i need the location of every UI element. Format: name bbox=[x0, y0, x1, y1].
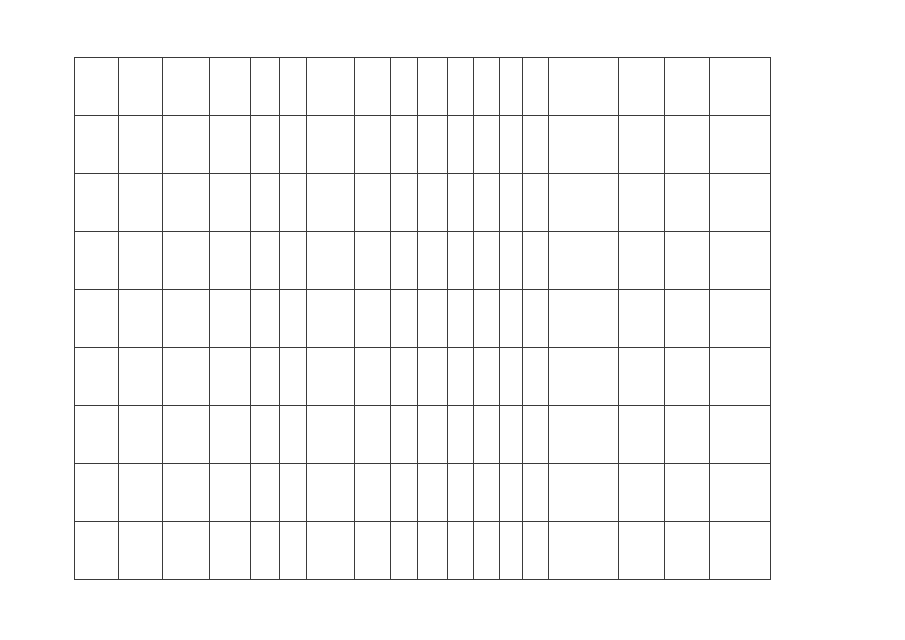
table-cell bbox=[710, 406, 771, 464]
table-cell bbox=[665, 406, 710, 464]
table-cell bbox=[418, 174, 448, 232]
table-cell bbox=[251, 232, 280, 290]
table-cell bbox=[391, 522, 418, 580]
table-cell bbox=[119, 290, 163, 348]
table-cell bbox=[523, 464, 549, 522]
table-cell bbox=[710, 290, 771, 348]
table-cell bbox=[75, 232, 119, 290]
table-cell bbox=[448, 348, 474, 406]
table-cell bbox=[307, 406, 355, 464]
table-row bbox=[75, 348, 771, 406]
table-cell bbox=[280, 116, 307, 174]
table-cell bbox=[710, 58, 771, 116]
table-cell bbox=[474, 58, 500, 116]
table-cell bbox=[119, 464, 163, 522]
table-cell bbox=[280, 58, 307, 116]
table-cell bbox=[355, 232, 391, 290]
table-cell bbox=[474, 464, 500, 522]
table-cell bbox=[391, 290, 418, 348]
table-cell bbox=[418, 348, 448, 406]
table-cell bbox=[549, 406, 619, 464]
table-cell bbox=[710, 174, 771, 232]
table-cell bbox=[619, 116, 665, 174]
table-cell bbox=[665, 348, 710, 406]
table-cell bbox=[418, 232, 448, 290]
table-cell bbox=[500, 522, 523, 580]
table-cell bbox=[549, 174, 619, 232]
table-cell bbox=[474, 290, 500, 348]
table-cell bbox=[523, 522, 549, 580]
table-cell bbox=[251, 116, 280, 174]
table-cell bbox=[500, 58, 523, 116]
table-cell bbox=[210, 406, 251, 464]
table-cell bbox=[75, 58, 119, 116]
table-cell bbox=[448, 232, 474, 290]
table-cell bbox=[418, 116, 448, 174]
table-cell bbox=[418, 290, 448, 348]
table-cell bbox=[549, 348, 619, 406]
table-cell bbox=[280, 464, 307, 522]
table-cell bbox=[665, 464, 710, 522]
table-cell bbox=[119, 116, 163, 174]
table-cell bbox=[710, 464, 771, 522]
table-cell bbox=[163, 174, 210, 232]
table-cell bbox=[549, 522, 619, 580]
table-cell bbox=[619, 232, 665, 290]
table-cell bbox=[665, 174, 710, 232]
table-cell bbox=[163, 464, 210, 522]
table-cell bbox=[75, 290, 119, 348]
table-cell bbox=[119, 522, 163, 580]
table-cell bbox=[163, 232, 210, 290]
table-cell bbox=[391, 174, 418, 232]
table-cell bbox=[307, 116, 355, 174]
table-cell bbox=[75, 174, 119, 232]
table-cell bbox=[163, 116, 210, 174]
table-cell bbox=[251, 348, 280, 406]
table-cell bbox=[391, 58, 418, 116]
table-cell bbox=[448, 116, 474, 174]
table-cell bbox=[307, 348, 355, 406]
table-cell bbox=[549, 58, 619, 116]
table-cell bbox=[619, 348, 665, 406]
table-cell bbox=[251, 522, 280, 580]
table-cell bbox=[307, 522, 355, 580]
table-row bbox=[75, 290, 771, 348]
table-cell bbox=[619, 174, 665, 232]
table-cell bbox=[210, 232, 251, 290]
table-cell bbox=[391, 464, 418, 522]
table-cell bbox=[210, 58, 251, 116]
table-cell bbox=[523, 290, 549, 348]
registry-table bbox=[74, 57, 771, 580]
table-cell bbox=[163, 290, 210, 348]
table-cell bbox=[619, 522, 665, 580]
table-cell bbox=[75, 116, 119, 174]
table-cell bbox=[448, 464, 474, 522]
table-cell bbox=[474, 232, 500, 290]
table-cell bbox=[391, 406, 418, 464]
table-cell bbox=[549, 232, 619, 290]
table-cell bbox=[251, 58, 280, 116]
table-cell bbox=[418, 522, 448, 580]
table-cell bbox=[619, 464, 665, 522]
table-cell bbox=[500, 116, 523, 174]
table-cell bbox=[280, 174, 307, 232]
table-cell bbox=[391, 116, 418, 174]
table-cell bbox=[448, 174, 474, 232]
table-cell bbox=[665, 116, 710, 174]
table-cell bbox=[75, 406, 119, 464]
table-cell bbox=[418, 464, 448, 522]
table-cell bbox=[418, 406, 448, 464]
table-cell bbox=[448, 522, 474, 580]
table-cell bbox=[710, 116, 771, 174]
table-cell bbox=[523, 348, 549, 406]
table-cell bbox=[355, 522, 391, 580]
table-cell bbox=[119, 174, 163, 232]
table-cell bbox=[210, 522, 251, 580]
table-cell bbox=[163, 58, 210, 116]
table-cell bbox=[210, 116, 251, 174]
table-cell bbox=[163, 348, 210, 406]
table-cell bbox=[523, 406, 549, 464]
table-cell bbox=[355, 348, 391, 406]
table-cell bbox=[307, 232, 355, 290]
table-cell bbox=[500, 348, 523, 406]
table-cell bbox=[500, 232, 523, 290]
table-cell bbox=[710, 348, 771, 406]
table-cell bbox=[75, 464, 119, 522]
table-cell bbox=[523, 174, 549, 232]
table-cell bbox=[210, 348, 251, 406]
table-row bbox=[75, 406, 771, 464]
table-cell bbox=[355, 290, 391, 348]
table-cell bbox=[251, 290, 280, 348]
table-cell bbox=[448, 406, 474, 464]
table-cell bbox=[280, 290, 307, 348]
table-cell bbox=[474, 116, 500, 174]
table-row bbox=[75, 58, 771, 116]
table-cell bbox=[665, 232, 710, 290]
table-cell bbox=[391, 348, 418, 406]
table-cell bbox=[549, 464, 619, 522]
table-cell bbox=[391, 232, 418, 290]
table-cell bbox=[710, 522, 771, 580]
table-row bbox=[75, 522, 771, 580]
table-cell bbox=[280, 522, 307, 580]
table-cell bbox=[665, 290, 710, 348]
table-cell bbox=[75, 348, 119, 406]
table-cell bbox=[619, 406, 665, 464]
table-cell bbox=[251, 464, 280, 522]
table-cell bbox=[665, 58, 710, 116]
table-cell bbox=[523, 116, 549, 174]
table-cell bbox=[307, 58, 355, 116]
table-cell bbox=[710, 232, 771, 290]
table-cell bbox=[163, 522, 210, 580]
table-row bbox=[75, 116, 771, 174]
table-cell bbox=[448, 290, 474, 348]
table-cell bbox=[75, 522, 119, 580]
table-cell bbox=[665, 522, 710, 580]
table-row bbox=[75, 232, 771, 290]
table-cell bbox=[500, 406, 523, 464]
table-cell bbox=[500, 174, 523, 232]
table-cell bbox=[523, 58, 549, 116]
table-cell bbox=[549, 116, 619, 174]
table-cell bbox=[474, 406, 500, 464]
table-cell bbox=[355, 464, 391, 522]
table-cell bbox=[355, 406, 391, 464]
table-cell bbox=[549, 290, 619, 348]
table-cell bbox=[500, 290, 523, 348]
table-cell bbox=[474, 348, 500, 406]
table-cell bbox=[210, 464, 251, 522]
table-cell bbox=[163, 406, 210, 464]
table-cell bbox=[307, 464, 355, 522]
table-cell bbox=[251, 174, 280, 232]
table-cell bbox=[619, 290, 665, 348]
table-cell bbox=[210, 290, 251, 348]
table-cell bbox=[119, 232, 163, 290]
table-cell bbox=[280, 406, 307, 464]
table-cell bbox=[119, 348, 163, 406]
table-cell bbox=[474, 522, 500, 580]
table-cell bbox=[355, 116, 391, 174]
table-cell bbox=[500, 464, 523, 522]
table-cell bbox=[448, 58, 474, 116]
table-cell bbox=[280, 348, 307, 406]
table-cell bbox=[210, 174, 251, 232]
table-cell bbox=[355, 174, 391, 232]
table-cell bbox=[523, 232, 549, 290]
table-row bbox=[75, 174, 771, 232]
table-row bbox=[75, 464, 771, 522]
table-cell bbox=[418, 58, 448, 116]
table-cell bbox=[251, 406, 280, 464]
table-cell bbox=[119, 406, 163, 464]
table-cell bbox=[307, 290, 355, 348]
table-cell bbox=[474, 174, 500, 232]
table-cell bbox=[280, 232, 307, 290]
table-cell bbox=[619, 58, 665, 116]
table-cell bbox=[307, 174, 355, 232]
table-cell bbox=[119, 58, 163, 116]
table-cell bbox=[355, 58, 391, 116]
